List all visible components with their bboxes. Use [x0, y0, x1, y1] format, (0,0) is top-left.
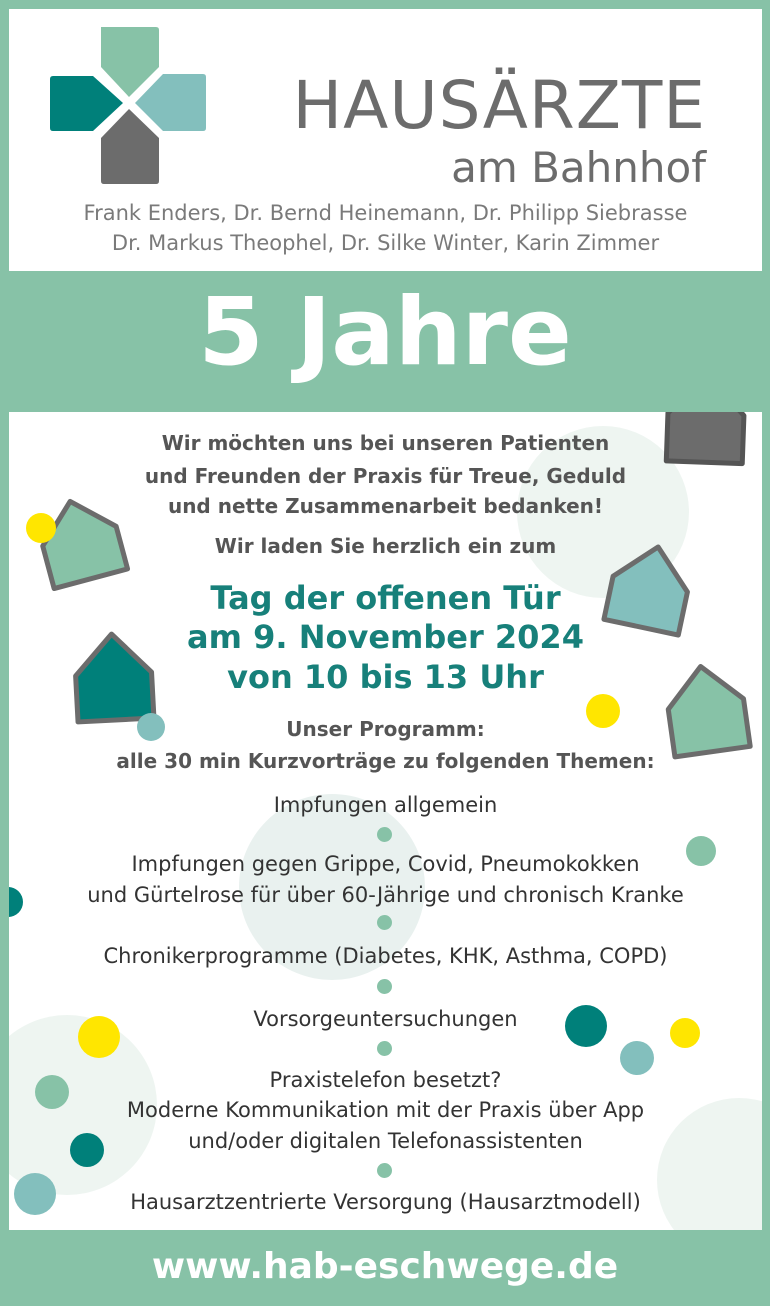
topic-separator-dot [377, 1041, 392, 1056]
footer [0, 1230, 770, 1306]
event-time: von 10 bis 13 Uhr [227, 658, 544, 696]
anniversary-banner [0, 271, 770, 412]
topic-vaccinations-detail-1: Impfungen gegen Grippe, Covid, Pneumokokken [131, 852, 640, 876]
doctors-line-2: Dr. Markus Theophel, Dr. Silke Winter, Karin Zimmer [111, 231, 660, 255]
topic-chronic-programs: Chronikerprogramme (Diabetes, KHK, Asthma, COPD) [103, 944, 668, 968]
anniversary-title: 5 Jahre [198, 278, 572, 387]
topic-vaccinations: Impfungen allgemein [273, 793, 498, 817]
topic-separator-dot [377, 1163, 392, 1178]
event-title: Tag der offenen Tür [210, 579, 561, 617]
content-panel [9, 412, 762, 1230]
topic-phone-2: Moderne Kommunikation mit der Praxis über App [126, 1098, 645, 1122]
event-date: am 9. November 2024 [187, 618, 584, 656]
topic-phone-3: und/oder digitalen Telefonassistenten [188, 1129, 583, 1153]
topic-family-doctor-model: Hausarztzentrierte Versorgung (Hausarztmodell) [130, 1190, 641, 1214]
topic-phone-1: Praxistelefon besetzt? [269, 1068, 502, 1092]
program-heading: Unser Programm: [286, 717, 485, 741]
medical-cross-logo [49, 21, 249, 201]
header [9, 9, 762, 271]
intro-line-1: Wir möchten uns bei unseren Patienten [161, 431, 610, 455]
topic-vaccinations-detail-2: und Gürtelrose für über 60-Jährige und chronisch Kranke [87, 883, 684, 907]
intro-line-3: und nette Zusammenarbeit bedanken! [167, 494, 604, 518]
topic-separator-dot [377, 915, 392, 930]
doctors-line-1: Frank Enders, Dr. Bernd Heinemann, Dr. Philipp Siebrasse [83, 201, 688, 225]
invitation-text: Wir laden Sie herzlich ein zum [214, 534, 557, 558]
program-subheading: alle 30 min Kurzvorträge zu folgenden Themen: [116, 749, 655, 773]
topic-separator-dot [377, 827, 392, 842]
brand-title: HAUSÄRZTE [292, 67, 706, 144]
topic-separator-dot [377, 979, 392, 994]
brand-subtitle: am Bahnhof [451, 143, 706, 192]
topic-checkups: Vorsorgeuntersuchungen [253, 1007, 518, 1031]
website-url: www.hab-eschwege.de [151, 1246, 619, 1287]
intro-line-2: und Freunden der Praxis für Treue, Geduld [144, 464, 627, 488]
